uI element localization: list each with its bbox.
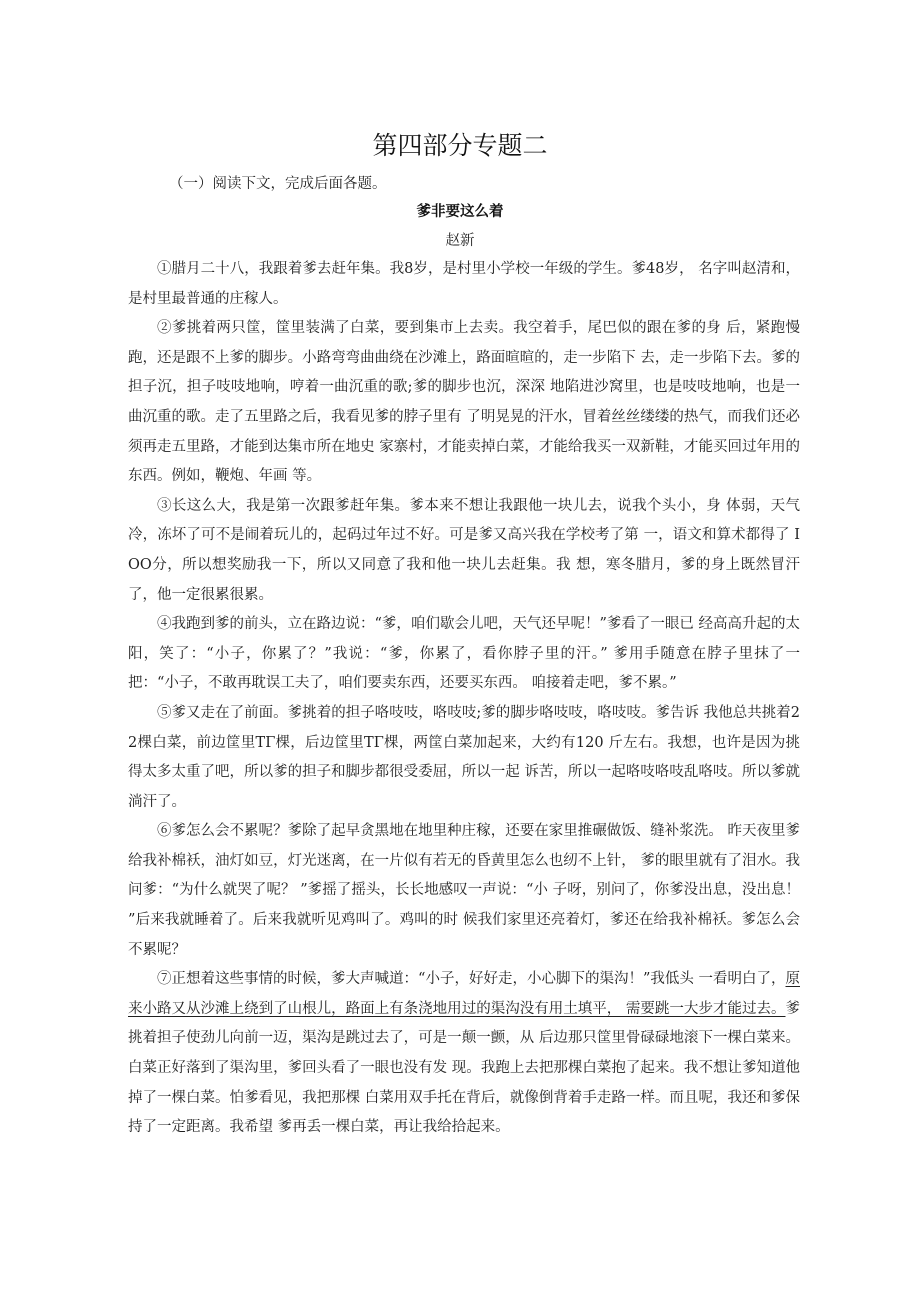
page-title: 第四部分专题二 bbox=[372, 131, 548, 160]
essay-body bbox=[128, 255, 800, 1143]
essay-title: 爹非要这么着 bbox=[416, 203, 504, 220]
paragraph-7 bbox=[128, 965, 800, 1143]
paragraph-5: ⑤爹又走在了前面。爹挑着的担子咯吱吱，咯吱吱;爹的脚步咯吱吱，咯吱吱。爹告诉 我他总共挑着22棵白菜，前边筐里ΤΓ棵，后边筐里ΤΓ棵，两筐白菜加起来，大约有120 斤左右。我想，也许是因为挑得太多太重了吧，所以爹的担子和脚步都很受委屈，所以一起 诉苦，所以一起咯吱咯吱乱咯吱。所以爹就淌汗了。 bbox=[128, 704, 800, 810]
paragraph-7-end: 爹挑着担子使劲儿向前一迈，渠沟是跳过去了，可是一颠一颤，从 后边那只筐里骨碌碌地滚下一棵白菜来。白菜正好落到了渠沟里，爹回头看了一眼也没有发 现。我跑上去把那棵白菜抱了起来。我不想让爹知道他掉了一棵白菜。怕爹看见，我把那棵 白菜用双手托在背后，就像倒背着手走路一样。而且呢，我还和爹保持了一定距离。我希望 爹再丢一棵白菜，再让我给拾起来。 bbox=[128, 1000, 800, 1136]
paragraph-6: ⑥爹怎么会不累呢？爹除了起早贪黑地在地里种庄稼，还要在家里推碾做饭、缝补浆洗。 昨天夜里爹给我补棉袄，油灯如豆，灯光迷离，在一片似有若无的昏黄里怎么也纫不上针， 爹的眼里就有了泪水。我问爹：“为什么就哭了呢？ ”爹摇了摇头，长长地感叹一声说：“小 子呀，别问了，你爹没出息，没出息！ ”后来我就睡着了。后来我就听见鸡叫了。鸡叫的时 候我们家里还亮着灯，爹还在给我补棉袄。爹怎么会不累呢？ bbox=[128, 823, 800, 958]
paragraph-7-start: ⑦正想着这些事情的时候，爹大声喊道：“小子，好好走，小心脚下的渠沟！”我低头 一看明白了， bbox=[157, 971, 786, 988]
underlined-sentence: 原来小路又从沙滩上绕到了山根儿，路面上有条浇地用过的渠沟没有用土填平， 需要跳一大步才能过去。 bbox=[128, 971, 800, 1017]
paragraph-4: ④我跑到爹的前头，立在路边说：“爹，咱们歇会儿吧，天气还早呢！”爹看了一眼已 经高高升起的太阳，笑了：“小子，你累了？”我说：“爹，你累了，看你脖子里的汗。” 爹用手随意在脖子里抹了一把：“小子，不敢再耽误工夫了，咱们要卖东西，还要买东西。 咱接着走吧，爹不累。” bbox=[128, 616, 800, 692]
essay-author: 赵新 bbox=[445, 233, 475, 249]
paragraph-1: ①腊月二十八，我跟着爹去赶年集。我8岁，是村里小学校一年级的学生。爹48岁， 名字叫赵清和，是村里最普通的庄稼人。 bbox=[128, 261, 800, 307]
paragraph-2: ②爹挑着两只筐，筐里装满了白菜，要到集市上去卖。我空着手，尾巴似的跟在爹的身 后，紧跑慢跑，还是跟不上爹的脚步。小路弯弯曲曲绕在沙滩上，路面暄暄的，走一步陷下 去，走一步陷下去。爹的担子沉，担子吱吱地响，哼着一曲沉重的歌;爹的脚步也沉，深深 地陷进沙窝里，也是吱吱地响，也是一曲沉重的歌。走了五里路之后，我看见爹的脖子里有 了明晃晃的汗水，冒着丝丝缕缕的热气，而我们还必须再走五里路，才能到达集市所在地史 家寨村，才能卖掉白菜，才能给我买一双新鞋，才能买回过年用的东西。例如，鞭炮、年画 等。 bbox=[128, 320, 800, 485]
reading-instruction: （一）阅读下文，完成后面各题。 bbox=[169, 176, 387, 192]
paragraph-3: ③长这么大，我是第一次跟爹赶年集。爹本来不想让我跟他一块儿去，说我个头小，身 体弱，天气冷，冻坏了可不是闹着玩儿的，起码过年过不好。可是爹又高兴我在学校考了第 一，语文和算术都得了 IOO分，所以想奖励我一下，所以又同意了我和他一块儿去赶集。我 想，寒冬腊月，爹的身上既然冒汗了，他一定很累很累。 bbox=[128, 497, 800, 603]
